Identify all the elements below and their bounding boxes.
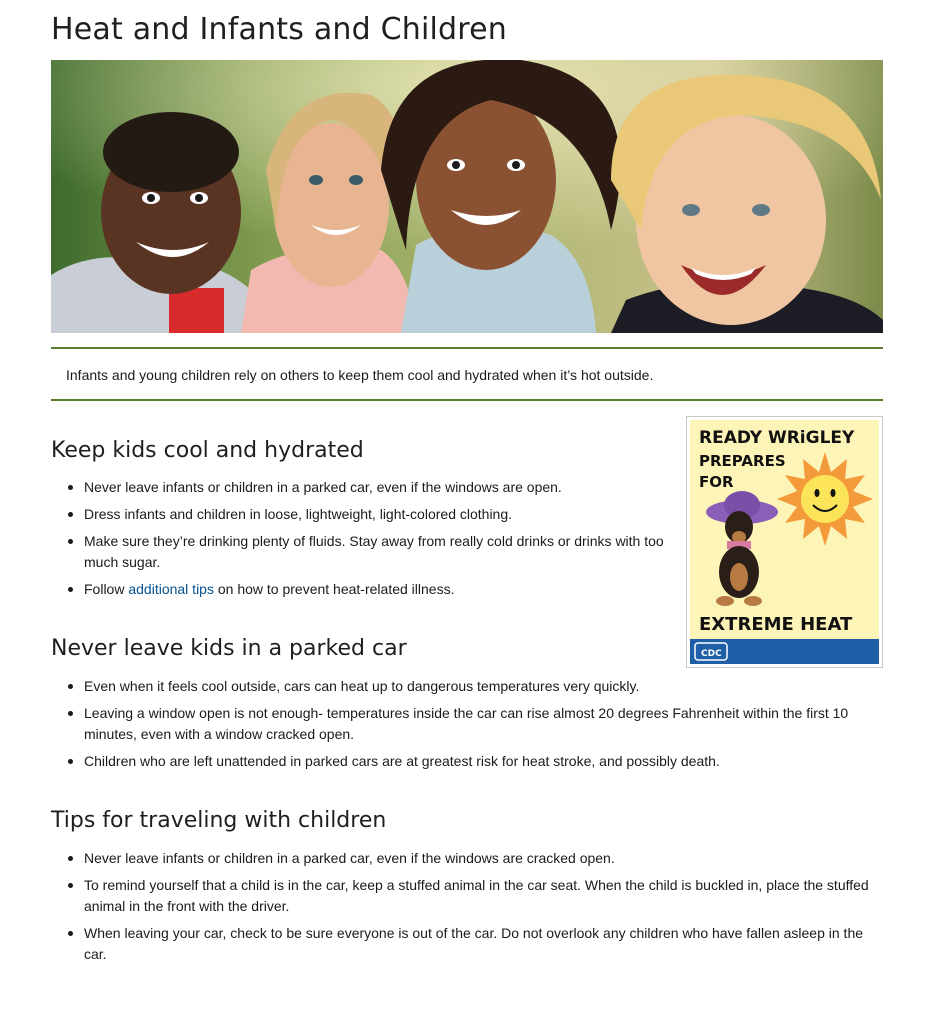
list-item: When leaving your car, check to be sure everyone is out of the car. Do not overlook any children who have fallen asleep in the car.: [66, 923, 884, 965]
list-item-prefix: Follow: [84, 581, 129, 597]
list-item: Dress infants and children in loose, lightweight, light-colored clothing.: [66, 504, 666, 525]
poster-line-1: READY WRiGLEY: [699, 428, 855, 448]
section-heading-tips-traveling: Tips for traveling with children: [51, 808, 387, 833]
list-item: Children who are left unattended in parked cars are at greatest risk for heat stroke, and possibly death.: [66, 751, 884, 772]
section-heading-never-leave-kids: Never leave kids in a parked car: [51, 636, 407, 661]
tips-traveling-list: [66, 848, 884, 971]
list-item: Never leave infants or children in a parked car, even if the windows are open.: [66, 477, 666, 498]
list-item: To remind yourself that a child is in the car, keep a stuffed animal in the car seat. When the child is buckled in, place the stuffed animal in the front with the driver.: [66, 875, 884, 917]
section-heading-keep-kids-cool: Keep kids cool and hydrated: [51, 438, 364, 463]
additional-tips-link[interactable]: additional tips: [128, 581, 214, 597]
list-item: Even when it feels cool outside, cars can heat up to dangerous temperatures very quickly.: [66, 676, 884, 697]
never-leave-kids-list: [66, 676, 884, 778]
ready-wrigley-poster[interactable]: [686, 416, 883, 668]
intro-text: Infants and young children rely on others to keep them cool and hydrated when it’s hot outside.: [66, 367, 654, 383]
list-item: Make sure they’re drinking plenty of fluids. Stay away from really cold drinks or drinks with too much sugar.: [66, 531, 666, 573]
poster-line-4: EXTREME HEAT: [699, 614, 853, 635]
cdc-logo-icon: CDC: [701, 649, 722, 659]
list-item-suffix: on how to prevent heat-related illness.: [213, 581, 455, 597]
page-title: Heat and Infants and Children: [51, 12, 508, 47]
list-item: Leaving a window open is not enough- temperatures inside the car can rise almost 20 degrees Fahrenheit within the first 10 minutes, even with a window cracked open.: [66, 703, 884, 745]
list-item: Never leave infants or children in a parked car, even if the windows are cracked open.: [66, 848, 884, 869]
keep-kids-cool-list: [66, 477, 666, 606]
hero-photo-children: [51, 60, 883, 333]
intro-callout: [51, 347, 883, 401]
list-item: [66, 579, 666, 600]
poster-line-3: FOR: [699, 473, 734, 491]
poster-line-2: PREPARES: [699, 452, 786, 470]
